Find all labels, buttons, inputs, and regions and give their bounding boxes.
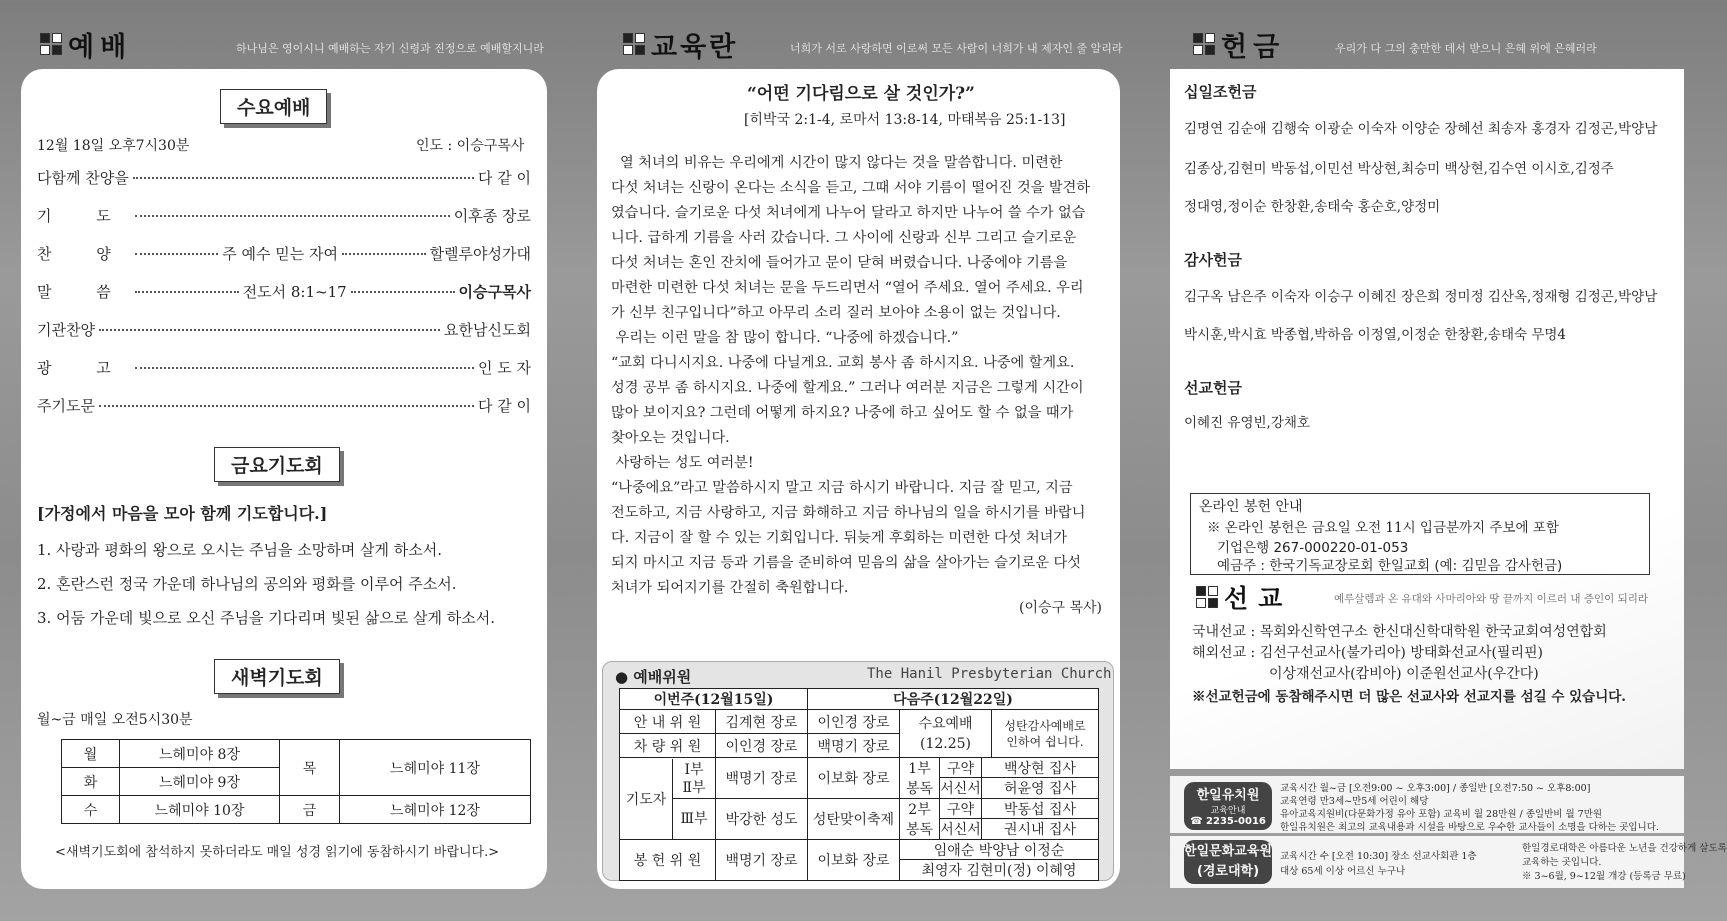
church-name: The Hanil Presbyterian Church [867, 666, 1112, 682]
day-cell: 금 [280, 796, 340, 824]
sermon-reference: [히박국 2:1-4, 로마서 13:8-14, 마태복음 25:1-13] [744, 112, 1066, 128]
offering-verse: 우리가 다 그의 충만한 데서 받으니 은혜 위에 은혜러라 [1335, 42, 1597, 55]
section-square-icon [623, 33, 645, 55]
wed-worship-tag: 수요예배 [220, 89, 327, 124]
online-bank: 기업은행 267-000220-01-053 [1217, 540, 1409, 556]
dawn-prayer-tag: 새벽기도회 [214, 659, 340, 694]
section-square-icon [1196, 586, 1218, 608]
missions-section-header [1196, 577, 1292, 617]
reading-cell: 느헤미야 9장 [120, 768, 280, 796]
education-panel [597, 69, 1120, 889]
reading-cell: 느헤미야 10장 [120, 796, 280, 824]
wed-leader: 인도 : 이승구목사 [416, 138, 525, 154]
sermon-body: 열 처녀의 비유는 우리에게 시간이 많지 않다는 것을 말씀합니다. 미련한 다섯 처녀는 신랑이 온다는 소식을 듣고, 그때 서야 기름이 떨어진 것을 발견하 였습니다. 슬기로운 다섯 처녀에게 나누어 달라고 하지만 나누어 쓸 수가 없습 니다. 급하게 기름을 사러 갔습니다. 그 사이에 신랑과 신부 그리고 슬기로운 다섯 처녀는 혼인 잔치에 들어가고 문이 닫혀 버렸습니다. 나중에야 기름을 마련한 미련한 다섯 처녀는 문을 두드리면서 “열어 주세요. 열어 주세요. 우리 가 신부 친구입니다”하고 아무리 소리 질러 보아야 소용이 없는 것입니다. 우리는 이런 말을 참 많이 합니다. “나중에 하겠습니다.” “교회 다니시지요. 나중에 다닐게요. 교회 봉사 좀 하시지요. 나중에 할게요. 성경 공부 좀 하시지요. 나중에 할게요.” 그러나 여러분 지금은 그렇게 시간이 많아 보이지요? 그런데 어떻게 하지요? 나중에 하고 싶어도 할 수 없을 때가 찾아오는 것입니다. 사랑하는 성도 여러분! “나중에요”라고 말씀하시지 말고 지금 하시기 바랍니다. 지금 잘 믿고, 지금 전도하고, 지금 사랑하고, 지금 화해하고 지금 하나님의 일을 하시기를 바랍니 다. 지금이 잘 할 수 있는 기회입니다. 뒤늦게 후회하는 미련한 다섯 처녀가 되지 마시고 지금 등과 기름을 준비하여 믿음의 삶을 살아가는 슬기로운 다섯 처녀가 되어지기를 간절히 축원합니다. [611, 155, 1090, 596]
committee-table: 이번주(12월15일) 다음주(12월22일) 안 내 위 원 김계현 장로 이인경 장로 수요예배 (12.25) 성탄감사예배로 인하여 쉽니다. 차 량 위 원 이인경 장로 백명기 장로 기도자 Ⅰ부 Ⅱ부 Ⅲ부 백명기 장로 이보화 장로 1부 구약 백상현 집사 봉독 서신서 허윤영 집사 박강한 성도 성탄맞이축제 2부 구약 박동섭 집사 봉독 서신서 권시내 집사 봉 헌 위 원 백명기 장로 이보화 장로 임애순 박양남 이정순 최영자 김현미(정) 이혜영 [619, 688, 1099, 881]
overseas-missions: 해외선교 : 김선구선교사(불가리아) 방태화선교사(필리핀) [1192, 645, 1543, 661]
fri-prayer-tag: 금요기도회 [214, 447, 340, 482]
tithe-title: 십일조헌금 [1184, 83, 1257, 101]
sermon-author: (이승구 목사) [1019, 600, 1102, 616]
tithe-names: 정대영,정이순 한창환,송태숙 홍순호,양정미 [1184, 199, 1441, 215]
tithe-names: 김종상,김현미 박동섭,이민선 박상현,최승미 백상현,김수연 이시호,김정주 [1184, 161, 1614, 177]
day-cell: 수 [62, 796, 120, 824]
day-cell: 화 [62, 768, 120, 796]
order-item: 말 씀 전도서 8:1~17 이승구목사 [37, 283, 531, 301]
online-holder: 예금주 : 한국기독교장로회 한일교회 (예: 김믿음 감사헌금) [1217, 558, 1563, 574]
missions-appeal: ※선교헌금에 동참해주시면 더 많은 선교사와 선교지를 섬길 수 있습니다. [1192, 689, 1626, 705]
this-week-header: 이번주(12월15일) [620, 689, 808, 710]
committee-box [602, 661, 1114, 881]
order-item: 기 도 이후종 장로 [37, 207, 531, 225]
offering-panel [1170, 69, 1684, 769]
elder-info: 교육하는 곳입니다. [1522, 857, 1602, 868]
prayer-item: 1. 사랑과 평화의 왕으로 오시는 주님을 소망하며 살게 하소서. [37, 541, 442, 559]
wed-date: 12월 18일 오후7시30분 [37, 138, 190, 154]
missions-section-title: 선교 [1224, 584, 1293, 613]
elder-info: 한일경로대학은 아름다운 노년을 건강하게 살도록 [1522, 843, 1727, 854]
fri-heading: [가정에서 마음을 모아 함께 기도합니다.] [37, 504, 328, 523]
elder-info: 교육시간 수 [오전 10:30] 장소 선교사회관 1층 [1280, 851, 1477, 862]
offering-section-header [1193, 24, 1285, 64]
day-cell: 월 [62, 740, 120, 768]
online-note: ※ 온라인 봉헌은 금요일 오전 11시 입금분까지 주보에 포함 [1207, 520, 1559, 536]
section-square-icon [40, 33, 62, 55]
order-item: 주기도문 다 같 이 [37, 397, 531, 415]
elder-info: ※ 3~6월, 9~12월 개강 (등록금 무료) [1522, 871, 1686, 882]
reading-cell: 느헤미야 8장 [120, 740, 280, 768]
elder-school-badge: 한일문화교육원 (경로대학) [1184, 840, 1272, 884]
kindergarten-badge: 한일유치원 교육안내 ☎ 2235-0016 [1184, 782, 1272, 830]
kindergarten-info: 유아교육지원비(다문화가정 유아 포함) 교육비 월 28만원 / 종일반비 월 7만원 [1280, 809, 1603, 820]
day-cell: 목 [280, 740, 340, 796]
mission-offering-title: 선교헌금 [1184, 379, 1242, 397]
order-item: 찬 양 주 예수 믿는 자여 할렐루야성가대 [37, 245, 531, 263]
sermon-title: “어떤 기다림으로 살 것인가?” [747, 84, 975, 104]
education-section-header [623, 24, 738, 64]
kindergarten-footer [1170, 776, 1684, 833]
reading-cell: 느헤미야 12장 [340, 796, 531, 824]
worship-verse: 하나님은 영이시니 예배하는 자기 신령과 진정으로 예배할지니라 [236, 42, 544, 55]
domestic-missions: 국내선교 : 목회와신학연구소 한신대신학대학원 한국교회여성연합회 [1192, 624, 1607, 640]
thanks-names: 김구옥 남은주 이숙자 이승구 이혜진 장은희 정미정 김산옥,정재형 김정곤,박양남 [1184, 289, 1658, 305]
kindergarten-info: 교육연령 만3세~만5세 어린이 해당 [1280, 796, 1429, 807]
elder-info: 대상 65세 이상 어르신 누구나 [1280, 866, 1406, 877]
dawn-time: 월~금 매일 오전5시30분 [37, 712, 193, 728]
section-square-icon [1193, 33, 1215, 55]
online-title: 온라인 봉헌 안내 [1199, 499, 1303, 515]
prayer-item: 3. 어둠 가운데 빛으로 오신 주님을 기다리며 빛된 삶으로 살게 하소서. [37, 609, 495, 627]
kindergarten-info: 한일유치원은 최고의 교육내용과 시설을 바탕으로 우수한 교사들이 소명을 다하는 곳입니다. [1280, 822, 1659, 833]
order-item: 기관찬양 요한남신도회 [37, 321, 531, 339]
order-item: 광 고 인 도 자 [37, 359, 531, 377]
dawn-note: <새벽기도회에 참석하지 못하더라도 매일 성경 읽기에 동참하시기 바랍니다.> [55, 845, 500, 860]
thanks-names: 박시훈,박시효 박종협,박하음 이정열,이정순 한창환,송태숙 무명4 [1184, 327, 1566, 343]
online-offering-box [1190, 493, 1650, 575]
order-item: 다함께 찬양을 다 같 이 [37, 169, 531, 187]
offering-section-title: 헌금 [1221, 31, 1286, 63]
thanks-title: 감사헌금 [1184, 251, 1242, 269]
committee-title: ● 예배위원 [615, 668, 692, 686]
education-verse: 너희가 서로 사랑하면 이로써 모든 사람이 너희가 내 제자인 줄 알리라 [790, 42, 1123, 55]
worship-section-header [40, 24, 132, 64]
elder-school-footer [1170, 836, 1727, 888]
education-section-title: 교육란 [651, 31, 739, 63]
overseas-missions: 이상재선교사(캄비아) 이준원선교사(우간다) [1269, 666, 1539, 682]
reading-cell: 느헤미야 11장 [340, 740, 531, 796]
kindergarten-info: 교육시간 월~금 [오전9:00 ~ 오후3:00] / 종일반 [오전7:50 ~ 오후8:00] [1280, 783, 1591, 794]
next-week-header: 다음주(12월22일) [808, 689, 1099, 710]
prayer-item: 2. 혼란스런 정국 가운데 하나님의 공의와 평화를 이루어 주소서. [37, 575, 457, 593]
worship-section-title: 예배 [68, 31, 133, 63]
worship-panel [21, 69, 547, 889]
tithe-names: 김명연 김순애 김행숙 이광순 이숙자 이양순 장혜선 최송자 홍경자 김정곤,박양남 [1184, 121, 1658, 137]
dawn-schedule-table [61, 739, 531, 824]
mission-offering-names: 이혜진 유영빈,강채호 [1184, 415, 1310, 431]
missions-verse: 예루살렘과 온 유대와 사마리아와 땅 끝까지 이르러 내 증인이 되리라 [1334, 593, 1649, 605]
